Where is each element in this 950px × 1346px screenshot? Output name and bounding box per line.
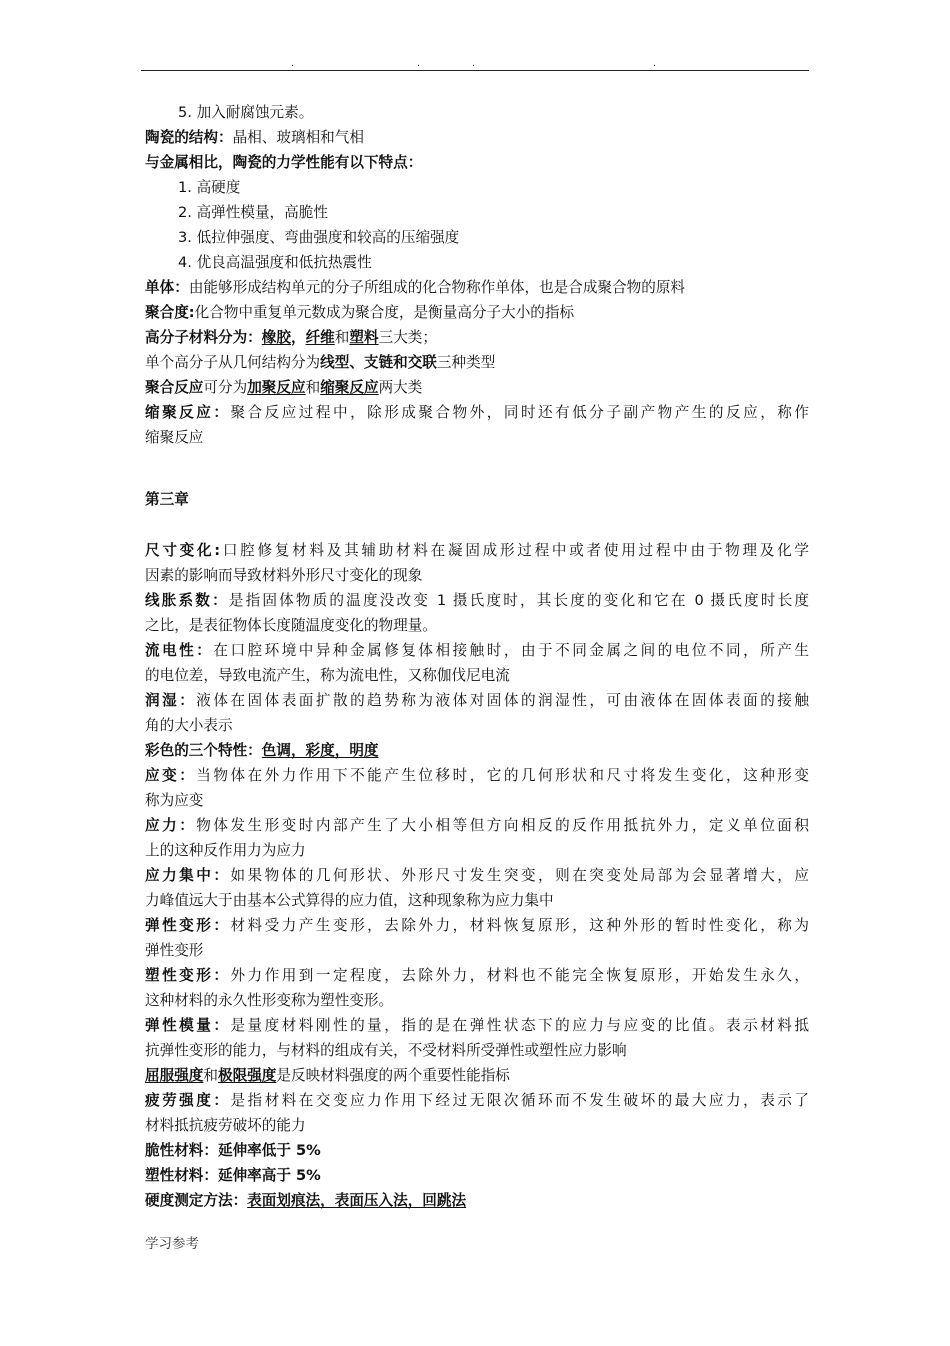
chapter-heading	[145, 487, 809, 512]
definition-fatigue	[145, 1088, 809, 1113]
term: 纤维	[305, 329, 335, 346]
term: 线胀系数	[145, 592, 213, 609]
definition-text: 化合物中重复单元数成为聚合度，是衡量高分子大小的指标	[194, 304, 575, 321]
separator: :	[214, 542, 221, 559]
definition-stress-concentration	[145, 863, 809, 888]
definition-galvanism	[145, 638, 809, 663]
definition-text: 液体在固体表面扩散的趋势称为液体对固体的润湿性，可由液体在固体表面的接触	[196, 692, 809, 709]
term: 塑料	[349, 329, 379, 346]
polymerization-types	[145, 375, 809, 400]
definition-text: 是指固体物质的温度没改变 1 摄氏度时，其长度的变化和它在 0 摄氏度时长度	[228, 592, 809, 609]
definition-text: 晶相、玻璃相和气相	[232, 129, 364, 146]
separator: 和	[334, 329, 350, 346]
definition-plastic	[145, 963, 809, 988]
document-body	[145, 100, 809, 1213]
term: 表面划痕法，表面压入法，回跳法	[247, 1192, 467, 1209]
lead: 彩色的三个特性：	[145, 742, 262, 759]
definition-dp	[145, 300, 809, 325]
definition-modulus	[145, 1013, 809, 1038]
definition-text: 脆性材料：延伸率低于 5%	[145, 1142, 321, 1159]
definition-text: 之比，是表征物体长度随温度变化的物理量。	[145, 617, 437, 634]
definition-condensation	[145, 400, 809, 425]
separator: ：	[213, 1017, 231, 1034]
header-dot: .	[291, 58, 295, 69]
term: 尺寸变化	[145, 542, 215, 559]
term: 聚合反应	[145, 379, 204, 396]
term: 疲劳强度	[145, 1092, 214, 1109]
definition-text: 塑性材料：延伸率高于 5%	[145, 1167, 321, 1184]
separator: ：	[179, 692, 197, 709]
definition-ceramic-structure	[145, 125, 809, 150]
list-item: 4. 优良高温强度和低抗热震性	[178, 254, 372, 271]
text: 三种类型	[436, 354, 496, 371]
term: 色调，彩度，明度	[261, 742, 379, 759]
term: 聚合度	[145, 304, 189, 321]
section-heading	[145, 150, 809, 175]
term: 单体	[145, 279, 175, 296]
lead: 高分子材料分为：	[145, 329, 262, 346]
header-dots	[141, 58, 809, 70]
term: 润湿	[145, 692, 180, 709]
list-item: 5. 加入耐腐蚀元素。	[178, 104, 314, 121]
definition-text: 力峰值远大于由基本公式算得的应力值，这种现象称为应力集中	[145, 892, 554, 909]
definition-text: 材料抵抗疲劳破坏的能力	[145, 1117, 306, 1134]
definition-text: 物体发生形变时内部产生了大小相等但方向相反的反作用抵抗外力，定义单位面积	[196, 817, 809, 834]
definition-elastic	[145, 913, 809, 938]
definition-text: 是指材料在交变应力作用下经过无限次循环而不发生破坏的最大应力，表示了	[230, 1092, 809, 1109]
list-item: 3. 低拉伸强度、弯曲强度和较高的压缩强度	[178, 229, 460, 246]
separator: ，	[290, 329, 306, 346]
text: 和	[203, 1067, 218, 1084]
brittle-material	[145, 1138, 809, 1163]
separator: ：	[213, 1092, 231, 1109]
definition-text: 的电位差，导致电流产生，称为流电性，又称伽伐尼电流	[145, 667, 510, 684]
text: 单个高分子从几何结构分为	[145, 354, 321, 371]
definition-text: 上的这种反作用力为应力	[145, 842, 306, 859]
separator: ：	[213, 967, 231, 984]
term: 流电性	[145, 642, 197, 659]
heading-text: 与金属相比，陶瓷的力学性能有以下特点：	[145, 154, 423, 171]
separator: ：	[213, 404, 231, 421]
term: 极限强度	[218, 1067, 277, 1084]
text: 可分为	[203, 379, 248, 396]
separator: ：	[213, 917, 231, 934]
hardness-methods	[145, 1188, 809, 1213]
term: 应力集中	[145, 867, 214, 884]
chapter-title: 第三章	[145, 491, 189, 508]
text: 是反映材料强度的两个重要性能指标	[276, 1067, 510, 1084]
text: 和	[305, 379, 321, 396]
separator: ：	[179, 817, 197, 834]
definition-text: 如果物体的几何形状、外形尺寸发生突变，则在突变处局部为会显著增大，应	[230, 867, 809, 884]
definition-strain	[145, 763, 809, 788]
term: 陶瓷的结构	[145, 129, 218, 146]
separator: ：	[212, 592, 229, 609]
term: 加聚反应	[247, 379, 306, 396]
definition-text: 口腔修复材料及其辅助材料在凝固成形过程中或者使用过程中由于物理及化学	[220, 542, 809, 559]
definition-text: 当物体在外力作用下不能产生位移时，它的几何形状和尺寸将发生变化，这种形变	[196, 767, 809, 784]
definition-text: 缩聚反应	[145, 429, 204, 446]
term: 塑性变形	[145, 967, 214, 984]
separator: ：	[213, 867, 231, 884]
ductile-material	[145, 1163, 809, 1188]
separator: ：	[179, 767, 197, 784]
definition-dimension-change	[145, 538, 809, 563]
definition-expansion	[145, 588, 809, 613]
list-item: 2. 高弹性模量，高脆性	[178, 204, 328, 221]
definition-text: 角的大小表示	[145, 717, 233, 734]
definition-text: 在口腔环境中异种金属修复体相接触时，由于不同金属之间的电位不同，所产生	[213, 642, 809, 659]
list-item: 1. 高硬度	[178, 179, 241, 196]
definition-text: 聚合反应过程中，除形成聚合物外，同时还有低分子副产物产生的反应，称作	[230, 404, 809, 421]
definition-text: 材料受力产生变形，去除外力，材料恢复原形，这种外形的暂时性变化，称为	[230, 917, 809, 934]
definition-text: 是量度材料刚性的量，指的是在弹性状态下的应力与应变的比值。表示材料抵	[230, 1017, 809, 1034]
term: 应力	[145, 817, 180, 834]
tail: 三大类；	[378, 329, 437, 346]
term: 缩聚反应	[320, 379, 379, 396]
page-footer: 学习参考	[145, 1236, 199, 1252]
definition-text: 由能够形成结构单元的分子所组成的化合物称作单体，也是合成聚合物的原料	[188, 279, 686, 296]
definition-text: 抗弹性变形的能力，与材料的组成有关，不受材料所受弹性或塑性应力影响	[145, 1042, 627, 1059]
separator: ：	[174, 279, 189, 296]
term: 应变	[145, 767, 180, 784]
strength-indicators	[145, 1063, 809, 1088]
definition-text: 因素的影响而导致材料外形尺寸变化的现象	[145, 567, 423, 584]
definition-stress	[145, 813, 809, 838]
term: 弹性变形	[145, 917, 214, 934]
term: 弹性模量	[145, 1017, 214, 1034]
term: 屈服强度	[145, 1067, 204, 1084]
definition-text: 弹性变形	[145, 942, 204, 959]
separator: ：	[196, 642, 214, 659]
header-dot: .	[472, 58, 476, 69]
term: 橡胶	[261, 329, 291, 346]
definition-text: 称为应变	[145, 792, 204, 809]
header-dot: .	[653, 58, 657, 69]
definition-text: 外力作用到一定程度，去除外力，材料也不能完全恢复原形，开始发生永久，	[230, 967, 809, 984]
lead: 硬度测定方法：	[145, 1192, 248, 1209]
color-properties	[145, 738, 809, 763]
definition-text: 这种材料的永久性形变称为塑性变形。	[145, 992, 394, 1009]
header-dot: .	[417, 58, 421, 69]
separator: :	[188, 304, 195, 321]
definition-monomer	[145, 275, 809, 300]
header-rule	[141, 70, 809, 71]
geometry-structure	[145, 350, 809, 375]
definition-wetting	[145, 688, 809, 713]
term: 缩聚反应	[145, 404, 214, 421]
text: 两大类	[378, 379, 423, 396]
polymer-classification	[145, 325, 809, 350]
term: 线型、支链和交联	[320, 354, 437, 371]
separator: ：	[217, 129, 233, 146]
